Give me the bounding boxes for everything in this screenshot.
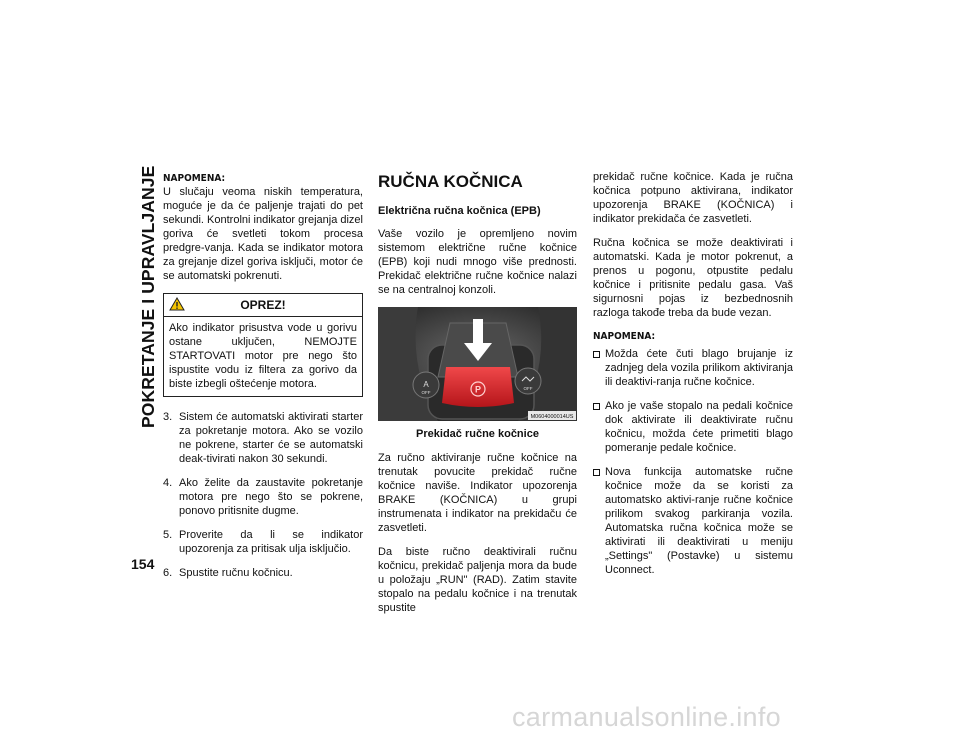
- checkbox-bullet-icon: [593, 469, 600, 476]
- step-text: Proverite da li se indikator upozorenja za pritisak ulja isključio.: [179, 529, 363, 555]
- list-item: [593, 347, 793, 389]
- step-number: 3.: [163, 411, 173, 423]
- body-paragraph: Da biste ručno deaktivirali ručnu kočnicu, prekidač paljenja mora da bude u položaju „RUN" (RAD). Zatim stavite stopalo na pedalu kočnice i na trenutak spustite: [378, 546, 577, 614]
- column-left: [163, 172, 363, 590]
- note-text: U slučaju veoma niskih temperatura, moguće je da će paljenje trajati do pet sekundi. Kontrolni indikator grejanja dizel goriva će svetleti tokom procesa predgre-vanja. Kada se indikator motora za grejanje dizel goriva isključi, motor će se automatski pokrenuti.: [163, 186, 363, 282]
- list-item: [163, 410, 363, 466]
- step-text: Sistem će automatski aktivirati starter za pokretanje motora. Ako se vozilo ne pokrene, starter će se automatski deak-tivirati nakon 30 sekundi.: [179, 411, 363, 465]
- bullet-text: Nova funkcija automatske ručne kočnice može da se koristi za automatsko aktivi-ranje ručne kočnice prilikom svakog parkiranja vozila. Automatska ručna kočnica može se aktivirati ili deaktivirati u meniju „Settings" (Postavke) u sistemu Uconnect.: [605, 466, 793, 576]
- column-right: [593, 170, 793, 587]
- watermark: carmanualsonline.info: [512, 702, 781, 732]
- step-text: Spustite ručnu kočnicu.: [179, 567, 293, 579]
- subsection-title: Električna ručna kočnica (EPB): [378, 205, 541, 217]
- svg-text:A: A: [423, 380, 429, 389]
- bullet-text: Možda ćete čuti blago brujanje iz zadnjeg dela vozila prilikom aktiviranja ili deaktivi-ranja ručne kočnice.: [605, 348, 793, 388]
- warning-triangle-icon: [169, 297, 185, 315]
- caution-box: [163, 293, 363, 397]
- step-number: 4.: [163, 477, 173, 489]
- checkbox-bullet-icon: [593, 403, 600, 410]
- list-item: [593, 465, 793, 577]
- step-text: Ako želite da zaustavite pokretanje motora pre nego što se pokrene, ponovo pritisnite dugme.: [179, 477, 363, 517]
- list-item: [163, 476, 363, 518]
- page-number: 154: [131, 556, 155, 572]
- caution-text: Ako indikator prisustva vode u gorivu ostane uključen, NEMOJTE STARTOVATI motor pre nego što ispustite vodu iz filtera za gorivo da biste izbegli oštećenje motora.: [169, 322, 357, 390]
- svg-text:P: P: [474, 384, 482, 395]
- list-item: [163, 528, 363, 556]
- steps-list: [163, 410, 363, 580]
- note-title: NAPOMENA:: [163, 173, 226, 184]
- chapter-title: POKRETANJE I UPRAVLJANJE: [138, 165, 158, 428]
- intro-paragraph: Vaše vozilo je opremljeno novim sistemom električne ručne kočnice (EPB) koji nudi mnogo više prednosti. Prekidač električne ručne kočnice nalazi se na centralnoj konzoli.: [378, 228, 577, 296]
- figure-caption: Prekidač ručne kočnice: [416, 428, 539, 440]
- step-number: 5.: [163, 529, 173, 541]
- list-item: [593, 399, 793, 455]
- caution-header: [164, 294, 362, 317]
- body-paragraph: Ručna kočnica se može deaktivirati i automatski. Kada je motor pokrenut, a prenos u pogonu, otpustite pedalu kočnice i pritisnite pedalu gasa. Vaš sigurnosni pojas iz bezbednosnih razloga takođe treba da bude vezan.: [593, 237, 793, 319]
- body-paragraph: Za ručno aktiviranje ručne kočnice na trenutak povucite prekidač ručne kočnice naviše. Indikator upozorenja BRAKE (KOČNICA) u grupi instrumenata i indikator na prekidaču će zasvetleti.: [378, 452, 577, 534]
- svg-text:M0604000014US: M0604000014US: [530, 414, 574, 420]
- bullet-text: Ako je vaše stopalo na pedali kočnice dok aktivirate ili deaktivirate ručnu kočnicu, možda ćete primetiti blago pomeranje pedale kočnice.: [605, 400, 793, 454]
- step-number: 6.: [163, 567, 173, 579]
- column-middle: [378, 170, 577, 625]
- body-paragraph: prekidač ručne kočnice. Kada je ručna kočnica potpuno aktivirana, indikator upozorenja BRAKE (KOČNICA) i indikator prekidača će zasvetleti.: [593, 171, 793, 225]
- svg-text:OFF: OFF: [523, 386, 533, 391]
- section-title: RUČNA KOČNICA: [378, 172, 523, 191]
- note-title: NAPOMENA:: [593, 331, 656, 342]
- list-item: [163, 566, 363, 580]
- parking-brake-switch-photo: [378, 307, 577, 421]
- note-bullets: [593, 347, 793, 577]
- arrow-up-icon: [473, 319, 483, 347]
- checkbox-bullet-icon: [593, 351, 600, 358]
- caution-title: OPREZ!: [240, 298, 286, 312]
- svg-text:OFF: OFF: [421, 390, 431, 395]
